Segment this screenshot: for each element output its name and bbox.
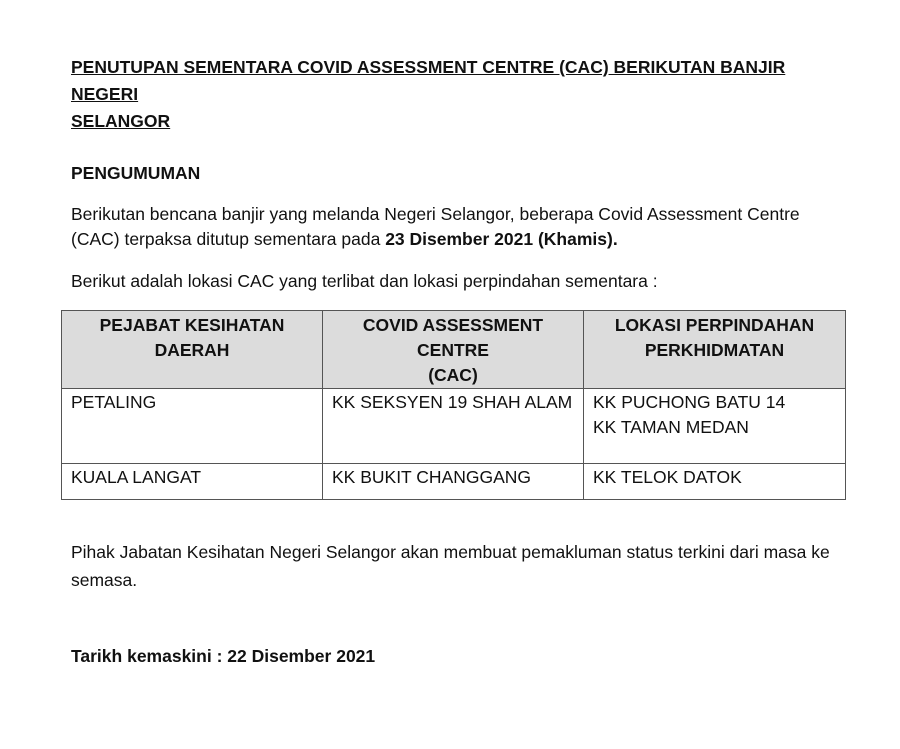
- last-updated-date: Tarikh kemaskini : 22 Disember 2021: [71, 646, 376, 666]
- header-text: PEJABAT KESIHATAN: [99, 315, 285, 335]
- cell-relocation: [584, 464, 846, 500]
- cac-locations-table: [61, 310, 846, 500]
- header-relocation: [584, 311, 846, 389]
- locations-intro: Berikut adalah lokasi CAC yang terlibat dan lokasi perpindahan sementara :: [71, 271, 658, 291]
- closure-date: 23 Disember 2021 (Khamis).: [385, 229, 618, 249]
- page-title: [71, 54, 846, 135]
- status-update-paragraph: Pihak Jabatan Kesihatan Negeri Selangor akan membuat pemakluman status terkini dari masa ke semasa.: [71, 542, 830, 590]
- cell-cac: KK SEKSYEN 19 SHAH ALAM: [323, 389, 584, 464]
- relocation-item: KK TAMAN MEDAN: [593, 417, 749, 437]
- title-line-2: SELANGOR: [71, 111, 171, 131]
- cell-cac: KK BUKIT CHANGGANG: [323, 464, 584, 500]
- table-row: [62, 389, 846, 464]
- header-text: COVID ASSESSMENT: [362, 315, 544, 335]
- header-text: CENTRE: [417, 340, 489, 360]
- announcement-heading: PENGUMUMAN: [71, 163, 201, 183]
- table-row: [62, 464, 846, 500]
- header-text: (CAC): [428, 365, 478, 385]
- header-text: DAERAH: [154, 340, 230, 360]
- intro-paragraph: [71, 202, 846, 252]
- intro-text: Berikutan bencana banjir yang melanda Negeri Selangor, beberapa Covid Assessment Centre (CAC) terpaksa ditutup sementara pada: [71, 204, 800, 249]
- document-page: [71, 54, 846, 666]
- title-line-1: PENUTUPAN SEMENTARA COVID ASSESSMENT CENTRE (CAC) BERIKUTAN BANJIR NEGERI: [71, 57, 786, 104]
- header-cac: [323, 311, 584, 389]
- header-text: LOKASI PERPINDAHAN: [614, 315, 815, 335]
- relocation-item: KK PUCHONG BATU 14: [593, 392, 786, 412]
- header-district: [62, 311, 323, 389]
- cell-relocation: [584, 389, 846, 464]
- relocation-item: KK TELOK DATOK: [593, 467, 742, 487]
- cell-district: KUALA LANGAT: [62, 464, 323, 500]
- header-text: PERKHIDMATAN: [644, 340, 785, 360]
- table-header-row: [62, 311, 846, 389]
- cell-district: PETALING: [62, 389, 323, 464]
